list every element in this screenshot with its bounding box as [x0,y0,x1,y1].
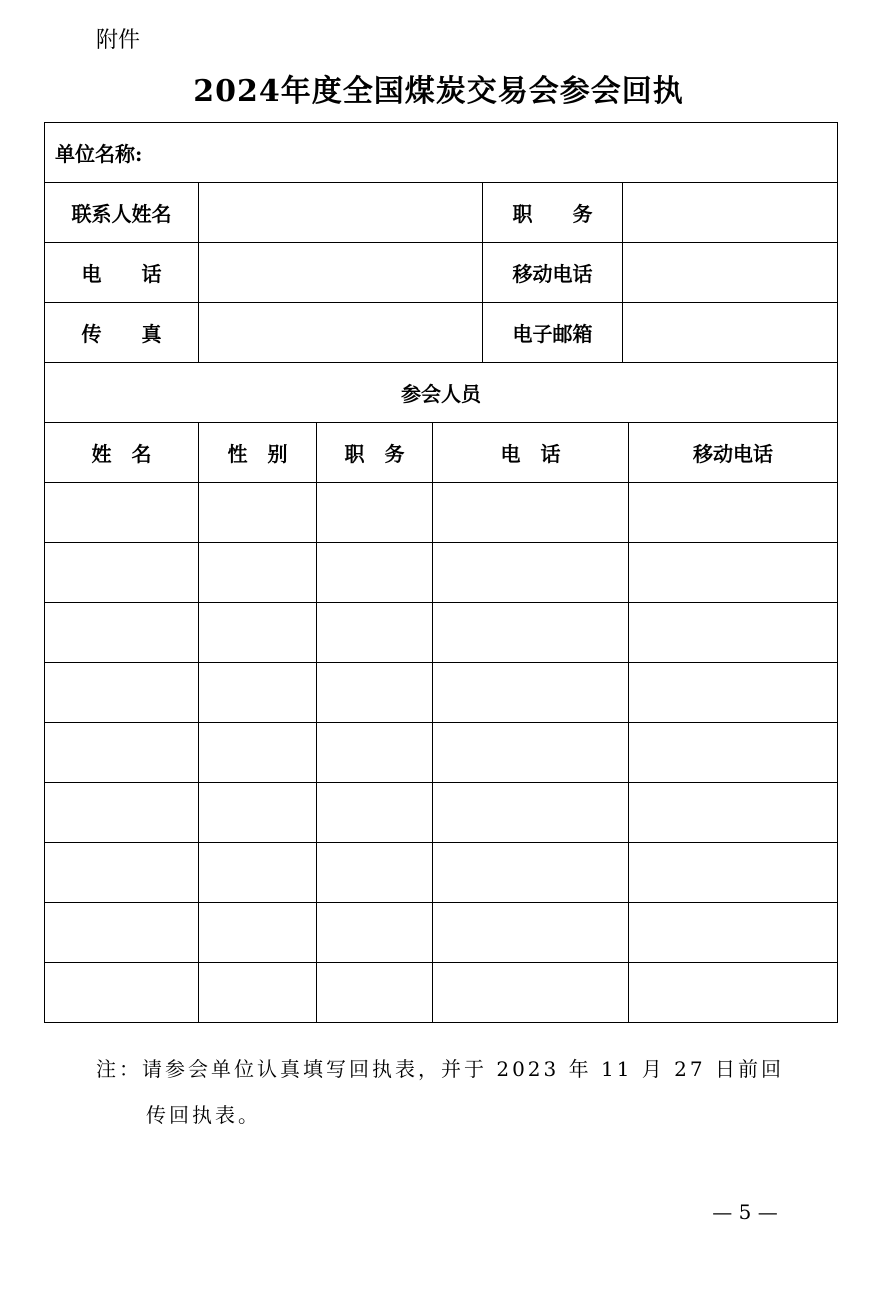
attendee-phone-cell[interactable] [433,903,629,963]
attendee-gender-cell[interactable] [199,483,317,543]
attendee-phone-cell[interactable] [433,723,629,783]
fax-field[interactable] [199,303,483,363]
attendee-mobile-cell[interactable] [629,483,838,543]
header-position: 职 务 [317,423,433,483]
contact-row [45,183,838,243]
attendee-phone-cell[interactable] [433,663,629,723]
unit-name-row [45,123,838,183]
attendee-name-cell[interactable] [45,483,199,543]
attendee-name-cell[interactable] [45,663,199,723]
header-name: 姓 名 [45,423,199,483]
attendee-position-cell[interactable] [317,843,433,903]
attendee-row [45,663,838,723]
attendee-rows [45,483,838,1023]
attendee-name-cell[interactable] [45,903,199,963]
attendee-gender-cell[interactable] [199,783,317,843]
attendee-name-cell[interactable] [45,783,199,843]
attendee-name-cell[interactable] [45,543,199,603]
attendee-phone-cell[interactable] [433,603,629,663]
contact-name-label: 联系人姓名 [45,183,199,243]
position-label: 职 务 [483,183,623,243]
attendee-position-cell[interactable] [317,483,433,543]
page-number: — 5 — [712,1200,778,1224]
attachment-label: 附件 [96,28,141,53]
attendee-position-cell[interactable] [317,783,433,843]
phone-field[interactable] [199,243,483,303]
attendee-position-cell[interactable] [317,543,433,603]
attendee-gender-cell[interactable] [199,543,317,603]
attendee-phone-cell[interactable] [433,963,629,1023]
attendee-mobile-cell[interactable] [629,903,838,963]
attendee-gender-cell[interactable] [199,723,317,783]
attendees-header-row [45,363,838,423]
attendee-gender-cell[interactable] [199,963,317,1023]
attendee-mobile-cell[interactable] [629,963,838,1023]
attendee-name-cell[interactable] [45,603,199,663]
attendee-row [45,603,838,663]
attendee-position-cell[interactable] [317,663,433,723]
attendee-phone-cell[interactable] [433,843,629,903]
header-mobile: 移动电话 [629,423,838,483]
attendee-gender-cell[interactable] [199,663,317,723]
attendee-row [45,483,838,543]
phone-label: 电 话 [45,243,199,303]
attendee-mobile-cell[interactable] [629,723,838,783]
attendee-row [45,843,838,903]
header-gender: 性 别 [199,423,317,483]
attendee-name-cell[interactable] [45,963,199,1023]
attendee-mobile-cell[interactable] [629,663,838,723]
attendee-position-cell[interactable] [317,603,433,663]
attendee-row [45,543,838,603]
phone-row [45,243,838,303]
attendee-gender-cell[interactable] [199,603,317,663]
attendee-phone-cell[interactable] [433,483,629,543]
attendee-position-cell[interactable] [317,723,433,783]
attendee-position-cell[interactable] [317,903,433,963]
mobile-label: 移动电话 [483,243,623,303]
attendee-mobile-cell[interactable] [629,843,838,903]
email-field[interactable] [623,303,838,363]
attendee-phone-cell[interactable] [433,543,629,603]
unit-name-label: 单位名称: [55,142,143,166]
fax-row [45,303,838,363]
attendee-mobile-cell[interactable] [629,603,838,663]
attendee-name-cell[interactable] [45,723,199,783]
fax-label: 传 真 [45,303,199,363]
position-field[interactable] [623,183,838,243]
unit-name-cell[interactable] [45,123,838,183]
note-line-2: 传回执表。 [146,1103,261,1127]
attendee-position-cell[interactable] [317,963,433,1023]
page-title: 2024年度全国煤炭交易会参会回执 [193,74,684,109]
mobile-field[interactable] [623,243,838,303]
attendee-row [45,903,838,963]
attendee-row [45,723,838,783]
contact-name-field[interactable] [199,183,483,243]
attendee-name-cell[interactable] [45,843,199,903]
note-line-1: 注：请参会单位认真填写回执表，并于 2023 年 11 月 27 日前回 [96,1057,784,1081]
attendee-row [45,963,838,1023]
attendee-gender-cell[interactable] [199,843,317,903]
registration-form-table [44,122,838,1023]
attendee-gender-cell[interactable] [199,903,317,963]
attendee-row [45,783,838,843]
attendees-label: 参会人员 [45,363,838,423]
attendee-phone-cell[interactable] [433,783,629,843]
attendee-mobile-cell[interactable] [629,783,838,843]
header-phone: 电 话 [433,423,629,483]
attendee-column-headers [45,423,838,483]
attendee-mobile-cell[interactable] [629,543,838,603]
email-label: 电子邮箱 [483,303,623,363]
